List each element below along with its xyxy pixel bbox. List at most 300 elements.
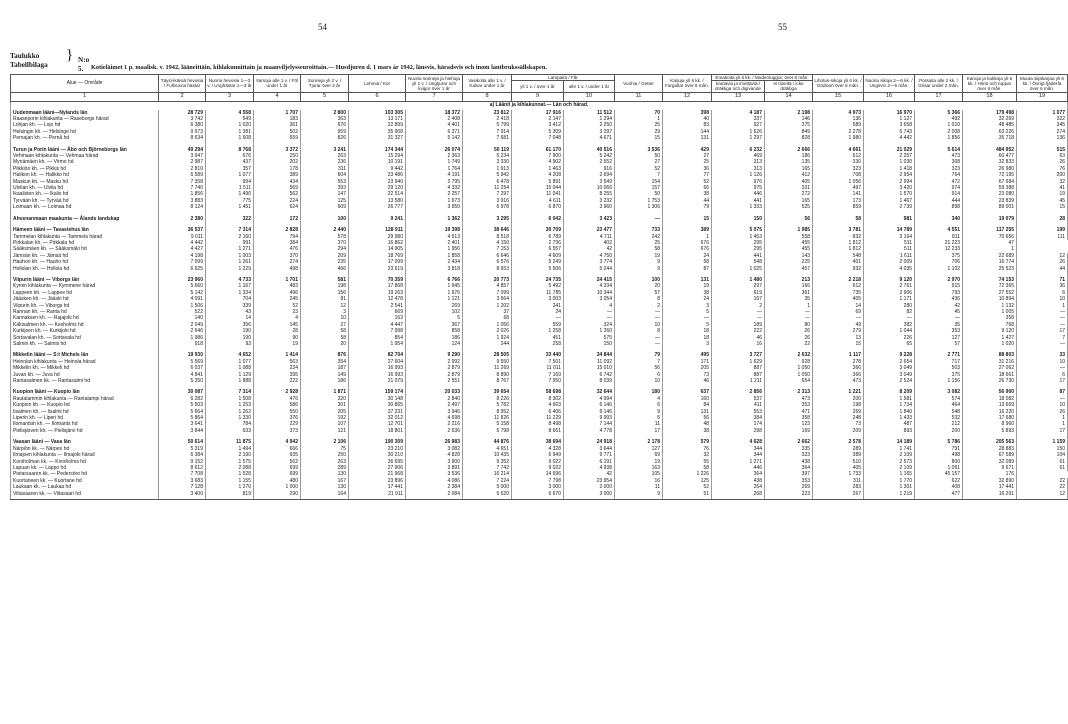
value-cell: 389 (254, 172, 301, 178)
value-cell: 3 641 (159, 421, 206, 427)
value-cell: 87 (1017, 389, 1068, 395)
value-cell: 125 (301, 198, 349, 204)
value-cell: 17 099 (349, 259, 406, 265)
value-cell: 190 309 (349, 439, 406, 445)
value-cell: 1 856 (915, 135, 963, 141)
value-cell: 455 (765, 246, 813, 252)
value-cell: 22 (1017, 484, 1068, 490)
value-cell: 35 (915, 322, 963, 328)
value-cell: 811 (915, 234, 963, 240)
value-cell: 849 (765, 129, 813, 135)
value-cell: 1 626 (712, 129, 765, 135)
value-cell: 659 (254, 135, 301, 141)
value-cell: 11 (615, 421, 663, 427)
value-cell: 376 (254, 415, 301, 421)
value-cell: 537 (712, 396, 765, 402)
area-label: Helsingin kh. — Helsinge hd (11, 129, 159, 135)
value-cell: 15 (813, 341, 864, 347)
spacer-cell (813, 497, 864, 500)
value-cell: 9 011 (159, 234, 206, 240)
value-cell: 19 263 (349, 290, 406, 296)
area-label: Pielisjärven kh. — Pielisjärvi hd (11, 428, 159, 434)
value-cell: 4 938 (564, 465, 615, 471)
value-cell: 469 (712, 153, 765, 159)
value-cell: 612 (813, 153, 864, 159)
area-label: Vehmaan kihlakunta — Vehmaa härad (11, 153, 159, 159)
value-cell: 3 000 (512, 484, 564, 490)
value-cell: 438 (712, 478, 765, 484)
value-cell: 37 (463, 309, 512, 315)
value-cell: 676 (301, 122, 349, 128)
value-cell: 12 (1017, 253, 1068, 259)
value-cell: 50 119 (463, 147, 512, 153)
spacer-cell (206, 497, 254, 500)
value-cell: 558 (765, 234, 813, 240)
value-cell: 1 770 (864, 478, 915, 484)
value-cell: 337 (712, 116, 765, 122)
value-cell: 186 (406, 335, 463, 341)
area-label: Närpiön kk. — Närpes hd (11, 446, 159, 452)
value-cell: 1 741 (864, 446, 915, 452)
value-cell: 473 (765, 396, 813, 402)
value-cell: 2 380 (159, 216, 206, 222)
value-cell: 5 506 (512, 266, 564, 272)
value-cell: 364 (712, 471, 765, 477)
value-cell: 2 497 (406, 402, 463, 408)
value-cell: 3 232 (564, 198, 615, 204)
value-cell: 5 503 (159, 402, 206, 408)
value-cell: 4 711 (564, 234, 615, 240)
value-cell: 473 (813, 378, 864, 384)
value-cell: 22 (1017, 478, 1068, 484)
value-cell: 361 (765, 290, 813, 296)
value-cell: 1 050 (765, 372, 813, 378)
value-cell: 581 (301, 277, 349, 283)
spacer-cell (406, 497, 463, 500)
value-cell: 6 (1017, 372, 1068, 378)
value-cell: 522 (159, 309, 206, 315)
value-cell: 49 (813, 322, 864, 328)
value-cell: 358 (963, 315, 1017, 321)
value-cell: 4 187 (712, 110, 765, 116)
value-cell: 90 (254, 335, 301, 341)
value-cell: 9 (615, 259, 663, 265)
value-cell: 4 857 (463, 283, 512, 289)
value-cell: 2 278 (813, 129, 864, 135)
value-cell: 1 581 (864, 396, 915, 402)
value-cell: 244 (463, 341, 512, 347)
value-cell: 35 (765, 296, 813, 302)
value-cell: 3 774 (564, 259, 615, 265)
value-cell: 8 (615, 296, 663, 302)
value-cell: 32 (1017, 179, 1068, 185)
column-number: 13 (712, 92, 765, 101)
area-label: Viipurin lääni — Viborgs län (11, 277, 159, 283)
value-cell: — (1017, 315, 1068, 321)
value-cell: 32 833 (963, 159, 1017, 165)
value-cell: 3 295 (463, 216, 512, 222)
spacer-cell (159, 497, 206, 500)
value-cell: 11 041 (512, 191, 564, 197)
value-cell: 11 011 (512, 365, 564, 371)
value-cell: 29 120 (349, 185, 406, 191)
value-cell: 27 906 (349, 465, 406, 471)
value-cell: 1 221 (813, 389, 864, 395)
value-cell: 72 365 (963, 283, 1017, 289)
value-cell: 4 661 (813, 147, 864, 153)
col-header-5: Lehmiä / Kor (349, 75, 406, 93)
value-cell: 2 026 (463, 328, 512, 334)
value-cell: 43 (206, 309, 254, 315)
value-cell: — (615, 341, 663, 347)
value-cell: 1 608 (206, 135, 254, 141)
value-cell: 411 (712, 402, 765, 408)
value-cell: 511 (864, 240, 915, 246)
value-cell: 800 (915, 459, 963, 465)
value-cell: 272 (765, 191, 813, 197)
value-cell: 8 (615, 328, 663, 334)
value-cell: 179 498 (963, 110, 1017, 116)
value-cell: 511 (864, 246, 915, 252)
value-cell: 209 (301, 253, 349, 259)
value-cell: 71 (1017, 277, 1068, 283)
value-cell: 31 216 (963, 359, 1017, 365)
area-label: Kuortaneen kk. — Kuortane hd (11, 478, 159, 484)
value-cell: 8 653 (463, 266, 512, 272)
value-cell: 6 743 (864, 129, 915, 135)
value-cell: 1 005 (963, 309, 1017, 315)
value-cell: 480 (254, 478, 301, 484)
area-label: Ikaalisten kh. — Ikalis hd (11, 191, 159, 197)
value-cell: 130 (301, 484, 349, 490)
value-cell: 3 082 (915, 389, 963, 395)
value-cell: 8 952 (463, 409, 512, 415)
value-cell: 3 658 (864, 122, 915, 128)
value-cell: 2 739 (864, 204, 915, 210)
value-cell: 11 785 (512, 290, 564, 296)
value-cell: 858 (406, 328, 463, 334)
value-cell: 8 302 (512, 396, 564, 402)
value-cell: 46 (712, 335, 765, 341)
value-cell: 8 518 (463, 234, 512, 240)
value-cell: 563 (254, 359, 301, 365)
area-label: Jääsken kh. — Jääski hd (11, 296, 159, 302)
area-label: Uudenmaan lääni—Nylands län (11, 110, 159, 116)
value-cell: 16 862 (349, 240, 406, 246)
value-cell: 2 401 (406, 240, 463, 246)
value-cell: 67 589 (963, 452, 1017, 458)
value-cell: 61 (1017, 465, 1068, 471)
value-cell: 3 536 (615, 147, 663, 153)
value-cell: 358 (765, 415, 813, 421)
value-cell: 405 (813, 465, 864, 471)
area-label: Juvan kh. — Juva hd (11, 372, 159, 378)
value-cell: 264 (712, 484, 765, 490)
value-cell: 1 294 (564, 116, 615, 122)
value-cell: 192 (301, 415, 349, 421)
value-cell: 23 940 (349, 179, 406, 185)
value-cell: 52 (615, 166, 663, 172)
value-cell: 7 998 (349, 328, 406, 334)
value-cell: 622 (915, 478, 963, 484)
value-cell: — (663, 315, 712, 321)
area-label: Pirkkalan kh. — Pirkkala hd (11, 240, 159, 246)
value-cell: 58 698 (512, 389, 564, 395)
area-label: Käkisalmen kh. — Kexholms hd (11, 322, 159, 328)
value-cell: 473 (915, 153, 963, 159)
value-cell: 397 (765, 471, 813, 477)
value-cell: 7 224 (463, 478, 512, 484)
value-cell: 8 209 (864, 389, 915, 395)
value-cell: 1 707 (254, 110, 301, 116)
caption-number: N:o 5. (78, 56, 90, 73)
value-cell: 503 (915, 365, 963, 371)
value-cell: 5 158 (463, 421, 512, 427)
value-cell: 525 (765, 204, 813, 210)
value-cell: 320 (301, 396, 349, 402)
value-cell: 313 (712, 166, 765, 172)
value-cell: 3 (663, 341, 712, 347)
value-cell: 498 (254, 266, 301, 272)
value-cell: 26 980 (963, 166, 1017, 172)
livestock-table (10, 74, 1068, 500)
value-cell: 229 (254, 421, 301, 427)
value-cell: 4 611 (512, 198, 564, 204)
area-label: Laukaan kk. — Laukaa hd (11, 484, 159, 490)
value-cell: 401 (813, 259, 864, 265)
value-cell: 7 (615, 359, 663, 365)
value-cell: 28 (254, 328, 301, 334)
value-cell: 3 549 (564, 179, 615, 185)
value-cell: 6 (615, 372, 663, 378)
value-cell: 4 663 (512, 402, 564, 408)
value-cell: 248 (813, 415, 864, 421)
value-cell: 5 492 (512, 283, 564, 289)
value-cell: 5 142 (406, 135, 463, 141)
value-cell: 150 (712, 216, 765, 222)
value-cell: 5 782 (463, 402, 512, 408)
value-cell: 69 (615, 452, 663, 458)
area-label: Pernajan kh. — Pernå hd (11, 135, 159, 141)
spacer-cell (864, 497, 915, 500)
value-cell: 2 440 (301, 227, 349, 233)
value-cell: 73 (813, 421, 864, 427)
value-cell: 7 297 (463, 191, 512, 197)
value-cell: 107 (301, 421, 349, 427)
spacer-cell (564, 497, 615, 500)
value-cell: 38 (663, 191, 712, 197)
area-label: Kurkijoen kh. — Kurkijoki hd (11, 328, 159, 334)
value-cell: 1 954 (349, 341, 406, 347)
value-cell: 2 736 (512, 240, 564, 246)
value-cell: 832 (813, 234, 864, 240)
value-cell: 1 030 (864, 159, 915, 165)
value-cell: 4 401 (406, 122, 463, 128)
value-cell: 3 727 (712, 352, 765, 358)
value-cell: 16 970 (864, 110, 915, 116)
value-cell: 6 380 (159, 122, 206, 128)
value-cell: 1 297 (712, 135, 765, 141)
value-cell: 444 (915, 198, 963, 204)
value-cell: 1 511 (206, 185, 254, 191)
value-cell: 58 (301, 328, 349, 334)
value-cell: 18 769 (349, 253, 406, 259)
value-cell: 441 (712, 198, 765, 204)
value-cell: 548 (813, 253, 864, 259)
column-number: 2 (159, 92, 206, 101)
value-cell: 11 092 (564, 359, 615, 365)
value-cell: 58 (615, 246, 663, 252)
value-cell: 30 210 (349, 452, 406, 458)
value-cell: 18 (663, 328, 712, 334)
value-cell: 1 260 (564, 328, 615, 334)
value-cell: 666 (254, 446, 301, 452)
value-cell: 496 (254, 290, 301, 296)
value-cell: 24 415 (564, 277, 615, 283)
value-cell: 437 (206, 159, 254, 165)
value-cell: 548 (915, 409, 963, 415)
value-cell: 27 062 (963, 365, 1017, 371)
value-cell: 10 894 (963, 296, 1017, 302)
value-cell: 79 (615, 352, 663, 358)
col-header-15: Nuoria sikoja 2—6 kk. / Ungsvin 2—6 mån. (864, 75, 915, 93)
value-cell: 42 (915, 303, 963, 309)
value-cell: 5 864 (159, 415, 206, 421)
value-cell: 23 210 (349, 446, 406, 452)
value-cell: 1 132 (963, 303, 1017, 309)
value-cell: 5 242 (564, 153, 615, 159)
column-number: 1 (11, 92, 159, 101)
area-label: Piikkiön kh. — Pikkis hd (11, 166, 159, 172)
value-cell: 4 442 (864, 135, 915, 141)
value-cell: 2 384 (406, 484, 463, 490)
value-cell: 26 (765, 335, 813, 341)
value-cell: 7 153 (463, 246, 512, 252)
value-cell: 1 976 (406, 290, 463, 296)
value-cell: 3 000 (564, 491, 615, 497)
value-cell: 471 (765, 409, 813, 415)
value-cell: 1 044 (864, 328, 915, 334)
value-cell: 74 153 (963, 277, 1017, 283)
value-cell: 2 654 (864, 359, 915, 365)
value-cell: 335 (765, 446, 813, 452)
value-cell: 150 (564, 341, 615, 347)
value-cell: 24 735 (512, 277, 564, 283)
value-cell: 2 879 (406, 372, 463, 378)
value-cell: 915 (915, 283, 963, 289)
value-cell: 4 150 (463, 240, 512, 246)
value-cell: 27 552 (963, 290, 1017, 296)
value-cell: 147 (301, 191, 349, 197)
value-cell: 3 003 (512, 296, 564, 302)
value-cell: 5 075 (712, 227, 765, 233)
value-cell: 4 698 (406, 415, 463, 421)
value-cell: 205 (663, 365, 712, 371)
value-cell: 699 (254, 465, 301, 471)
value-cell: 5 664 (159, 409, 206, 415)
value-cell: 1 753 (615, 198, 663, 204)
value-cell: 457 (765, 266, 813, 272)
area-label: Lappeen kh. — Lappee hd (11, 290, 159, 296)
value-cell: — (615, 335, 663, 341)
value-cell: 562 (254, 191, 301, 197)
value-cell: 3 818 (406, 266, 463, 272)
value-cell: 73 (663, 372, 712, 378)
value-cell: 562 (254, 459, 301, 465)
value-cell: 283 (813, 484, 864, 490)
value-cell: 515 (1017, 147, 1068, 153)
value-cell: 8 890 (463, 372, 512, 378)
value-cell: 30 087 (159, 389, 206, 395)
value-cell: 18 801 (349, 428, 406, 434)
column-number: 16 (864, 92, 915, 101)
value-cell: 56 (765, 216, 813, 222)
value-cell: 57 (915, 341, 963, 347)
value-cell: 2 928 (254, 389, 301, 395)
value-cell: 10 344 (564, 290, 615, 296)
value-cell: 23 896 (349, 478, 406, 484)
value-cell: 167 (712, 296, 765, 302)
value-cell: 6 625 (159, 266, 206, 272)
value-cell: 87 (663, 266, 712, 272)
value-cell: 633 (206, 428, 254, 434)
value-cell: 323 (765, 452, 813, 458)
area-label: Tyrvään kh. — Tyrvää hd (11, 198, 159, 204)
value-cell: 893 (864, 428, 915, 434)
value-cell: 676 (663, 240, 712, 246)
value-cell: 676 (663, 246, 712, 252)
value-cell: 1 945 (406, 283, 463, 289)
value-cell: 1 056 (463, 322, 512, 328)
value-cell: 17 680 (963, 415, 1017, 421)
area-label: Viipurin kh. — Viborgs hd (11, 303, 159, 309)
value-cell: 1 088 (206, 365, 254, 371)
value-cell: 102 (406, 309, 463, 315)
value-cell: 345 (1017, 122, 1068, 128)
value-cell: 451 (512, 335, 564, 341)
value-cell: 11 (615, 484, 663, 490)
value-cell: 3 664 (463, 296, 512, 302)
value-cell: 2 250 (564, 122, 615, 128)
value-cell: 14 789 (864, 227, 915, 233)
value-cell: 2 257 (864, 153, 915, 159)
value-cell: 2 216 (406, 421, 463, 427)
value-cell: 382 (864, 322, 915, 328)
value-cell: — (564, 309, 615, 315)
value-cell: 4 328 (512, 446, 564, 452)
value-cell: 29 (615, 129, 663, 135)
value-cell: 9 120 (963, 328, 1017, 334)
value-cell: 5 569 (159, 359, 206, 365)
value-cell: 373 (254, 428, 301, 434)
value-cell: 612 (813, 283, 864, 289)
value-cell: 36 695 (349, 459, 406, 465)
value-cell: 6 978 (463, 204, 512, 210)
value-cell: 3 372 (254, 147, 301, 153)
value-cell: 104 (1017, 452, 1068, 458)
value-cell: 708 (813, 172, 864, 178)
column-number-row (11, 92, 1068, 101)
page-number-right: 55 (778, 22, 787, 32)
value-cell: 3 297 (564, 129, 615, 135)
area-label: Heinolan kihlakunta — Heinola härad (11, 359, 159, 365)
value-cell: 8 255 (564, 191, 615, 197)
value-cell: 5 366 (915, 110, 963, 116)
value-cell: 2 906 (864, 290, 915, 296)
col-header-9: alle 1 v. / under 1 år (564, 81, 615, 92)
value-cell: 3 781 (813, 227, 864, 233)
value-cell: 28 505 (463, 352, 512, 358)
